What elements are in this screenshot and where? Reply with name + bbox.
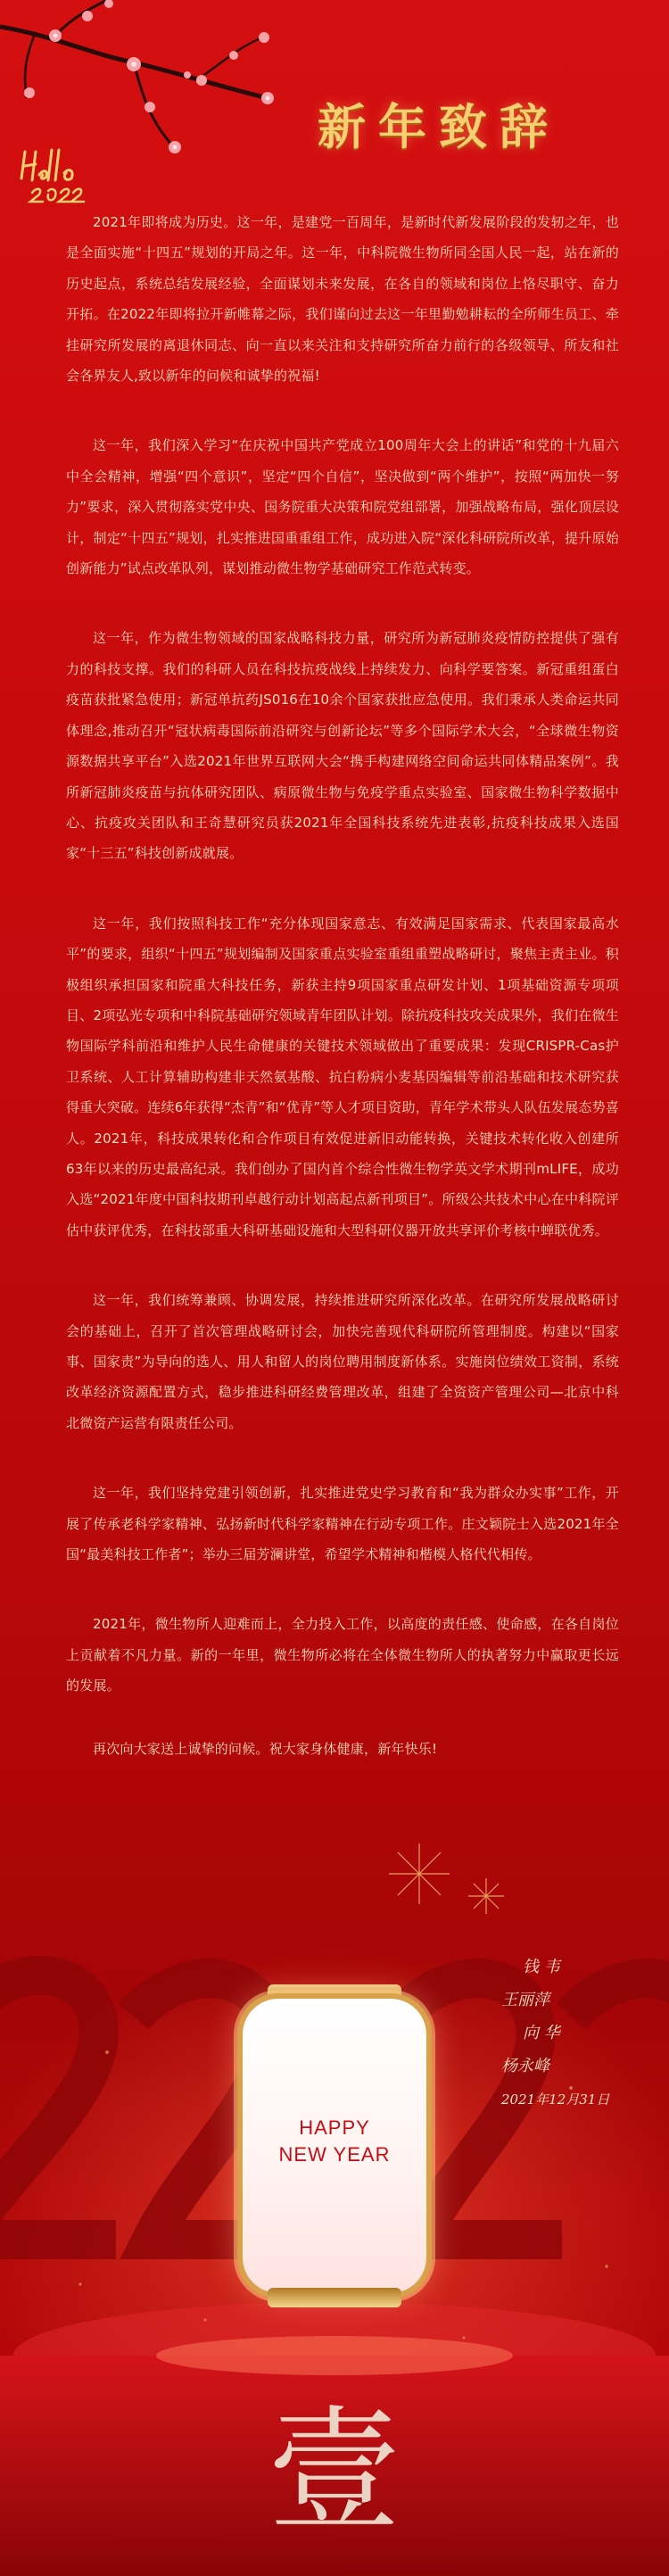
paragraph-greeting: 再次向大家送上诚挚的问候。祝大家身体健康，新年快乐! — [93, 1740, 438, 1757]
hello-2022-lettering — [16, 143, 86, 205]
signature-date: 2021年12月31日 — [501, 2091, 610, 2108]
page-title: 新年致辞 — [318, 98, 560, 155]
paragraph-party-study: 这一年，我们深入学习“在庆祝中国共产党成立100周年大会上的讲话”和党的十九届六中全会精神，增强“四个意识”，坚定“四个自信”，坚决做到“两个维护”，按照“两加快一努力”要求，深入贯彻落实党中央、国务院重大决策和院党组部署，加强战略布局，强化顶层设计，制定“十四五”规划，扎实推进国重重组工作，成功进入院“深化科研院所改革，提升原始创新能力”试点改革队列，谋划推动微生物学基础研究工作范式转变。 — [66, 437, 619, 577]
calligraphy-character: 壹 — [268, 2394, 402, 2549]
paragraph-party-building: 这一年，我们坚持党建引领创新，扎实推进党史学习教育和“我为群众办实事”工作，开展了传承老科学家精神、弘扬新时代科学家精神在行动专项工作。庄文颖院士入选2021年全国“最美科技工作者”；举办三届芳澜讲堂，希望学术精神和楷模人格代代相传。 — [66, 1485, 619, 1563]
signature-name: 向 华 — [523, 2024, 560, 2042]
paragraph-research-achievements: 这一年，我们按照科技工作“充分体现国家意志、有效满足国家需求、代表国家最高水平”的要求，组织“十四五”规划编制及国家重点实验室重组重塑战略研讨，聚焦主责主业。积极组织承担国家和院重大科技任务，新获主持9项国家重点研发计划、1项基础资源专项项目、2项弘光专项和中科院基础研究领域青年团队计划。除抗疫科技攻关成果外，我们在微生物国际学科前沿和维护人民生命健康的关键技术领域做出了重要成果：发现CRISPR-Cas护卫系统、人工计算辅助构建非天然氨基酸、抗白粉病小麦基因编辑等前沿基础和技术研究获得重大突破。连续6年获得“杰青”和“优青”等人才项目资助，青年学术带头人队伍发展态势喜人。2021年，科技成果转化和合作项目有效促进新旧动能转换，关键技术转化收入创建所63年以来的历史最高纪录。我们创办了国内首个综合性微生物学英文学术期刊mLIFE，成功入选“2021年度中国科技期刊卓越行动计划高起点新刊项目”。所级公共技术中心在中科院评估中获评优秀，在科技部重大科研基础设施和大型科研仪器开放共享评价考核中蝉联优秀。 — [66, 915, 619, 1238]
signature-name: 钱 韦 — [523, 1958, 560, 1976]
signature-name: 王丽萍 — [501, 1991, 549, 2009]
paragraph-outlook: 2021年，微生物所人迎难而上，全力投入工作，以高度的责任感、使命感，在各自岗位上贡献着不凡力量。新的一年里，微生物所必将在全体微生物所人的执著努力中赢取更长远的发展。 — [66, 1616, 619, 1694]
new-year-text: NEW YEAR — [278, 2143, 391, 2166]
signature-block — [501, 1951, 653, 2113]
happy-new-year-text — [243, 2115, 426, 2168]
paragraph-reform: 这一年，我们统筹兼顾、协调发展，持续推进研究所深化改革。在研究所发展战略研讨会的基础上，召开了首次管理战略研讨会，加快完善现代科研院所管理制度。构建以“国家事、国家责”为导向的选人、用人和留人的岗位聘用制度新体系。实施岗位绩效工资制，系统改革经济资源配置方式，稳步推进科研经费管理改革，组建了全资资产管理公司—北京中科北微资产运营有限责任公司。 — [66, 1292, 619, 1431]
signature-name: 杨永峰 — [501, 2057, 549, 2075]
lantern-bottom-cap — [268, 2288, 401, 2307]
paragraph-intro: 2021年即将成为历史。这一年，是建党一百周年，是新时代新发展阶段的发轫之年，也是全面实施“十四五”规划的开局之年。这一年，中科院微生物所同全国人民一起，站在新的历史起点，系统总结发展经验，全面谋划未来发展，在各自的领域和岗位上恪尽职守、奋力开拓。在2022年即将拉开新帷幕之际，我们谨向过去这一年里勤勉耕耘的全所师生员工、牵挂研究所发展的离退休同志、向一直以来关注和支持研究所奋力前行的各级领导、所友和社会各界友人,致以新年的问候和诚挚的祝福! — [66, 214, 619, 385]
address-body — [66, 207, 619, 1803]
paragraph-pandemic-support: 这一年，作为微生物领域的国家战略科技力量，研究所为新冠肺炎疫情防控提供了强有力的科技支撑。我们的科研人员在科技抗疫战线上持续发力、向科学要答案。新冠重组蛋白疫苗获批紧急使用；新冠单抗药JS016在10余个国家获批应急使用。我们秉承人类命运共同体理念,推动召开“冠状病毒国际前沿研究与创新论坛”等多个国际学术大会，“全球微生物资源数据共享平台”入选2021年世界互联网大会“携手构建网络空间命运共同体精品案例”。我所新冠肺炎疫苗与抗体研究团队、病原微生物与免疫学重点实验室、国家微生物科学数据中心、抗疫攻关团队和王奇慧研究员获2021年全国科技系统先进表彰,抗疫科技成果入选国家“十三五”科技创新成就展。 — [66, 630, 619, 862]
happy-text: HAPPY — [299, 2116, 370, 2139]
